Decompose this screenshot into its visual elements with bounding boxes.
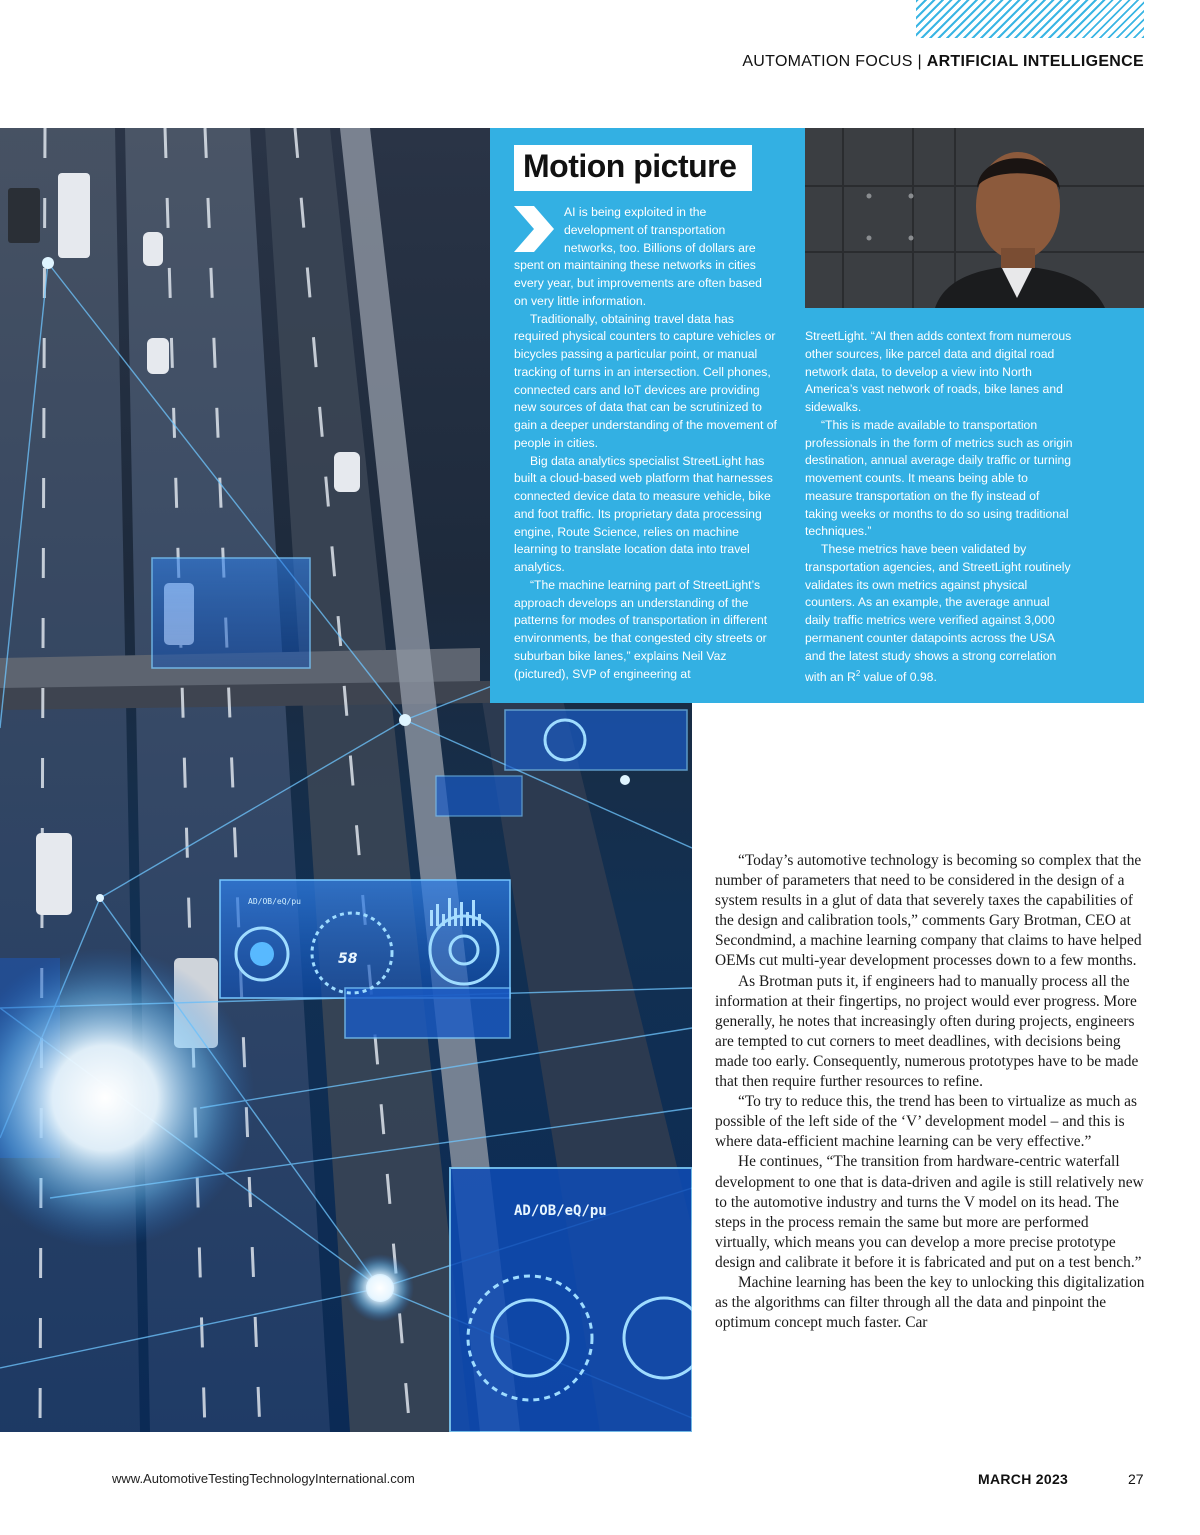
section-topic: ARTIFICIAL INTELLIGENCE: [926, 53, 1144, 70]
body-paragraph: Machine learning has been the key to unlocking this digitalization as the algorithms can filter through all the data and pinpoint the optimum concept much faster. Car: [715, 1273, 1145, 1332]
sidebar-paragraph: Traditionally, obtaining travel data has required physical counters to capture vehicles or bicycles passing a particular point, or manual tracking of turns in an intersection. Cell phones, connected cars and IoT devices are providing new sources of data that can be scrutinized to gain a deeper understanding of the movement of people in cities.: [514, 311, 777, 450]
sidebar-left-column: [514, 204, 778, 683]
chevron-right-icon: [514, 206, 558, 252]
sidebar-paragraph: “The machine learning part of StreetLight’s approach develops an understanding of the patterns for modes of transportation in different environments, be that congested city streets or suburban bike lanes,” explains Neil Vaz (pictured), SVP of engineering at: [514, 577, 768, 681]
footer-website-url: www.AutomotiveTestingTechnologyInternational.com: [112, 1471, 415, 1486]
body-paragraph: “Today’s automotive technology is becoming so complex that the number of parameters that need to be considered in the design of a system results in a glut of data that severely taxes the capabilities of the design and calibration tools,” comments Gary Brotman, CEO at Secondmind, a machine learning company that claims to have helped OEMs cut multi-year development processes down to a few months.: [715, 852, 1142, 970]
body-paragraph: As Brotman puts it, if engineers had to manually process all the information at their fingertips, no project would ever progress. More generally, he notes that increasingly often during projects, engineers are tempted to cut corners to meet deadlines, with decisions being made too early. Consequently, numerous prototypes have to be made that then require further resources to refine.: [715, 972, 1139, 1091]
sidebar-paragraph: “This is made available to transportation professionals in the form of metrics such as origin destination, annual average daily traffic or turning movement counts. It means being able to measure transportation on the fly instead of taking weeks or months to do so using traditional techniques.”: [805, 417, 1073, 539]
sidebar-paragraph: Big data analytics specialist StreetLight has built a cloud-based web platform that harnesses connected device data to measure vehicle, bike and foot traffic. Its proprietary data processing engine, Route Science, relies on machine learning to translate location data into travel analytics.: [514, 453, 773, 574]
body-paragraph: “To try to reduce this, the trend has been to virtualize as much as possible of the left side of the ‘V’ development model – and this is where data-efficient machine learning can be very effective.”: [715, 1093, 1137, 1151]
small-panel-code: AD/OB/eQ/pu: [248, 897, 301, 906]
footer-issue-date: MARCH 2023: [978, 1471, 1069, 1487]
r2-value-text: value of 0.98.: [860, 670, 937, 685]
sidebar-paragraph: AI is being exploited in the development of transportation networks, too. Billions of dollars are spent on maintaining these networks in cities every year, but improvements are often based on very little information.: [514, 205, 762, 308]
page-number: 27: [1128, 1471, 1144, 1487]
large-panel-code: AD/OB/eQ/pu: [514, 1203, 607, 1219]
section-label: AUTOMATION FOCUS: [742, 53, 913, 70]
sidebar-paragraph-last: [805, 541, 1075, 687]
decorative-hatch-bar: [916, 0, 1144, 38]
sidebar-paragraph: StreetLight. “AI then adds context from numerous other sources, like parcel data and digital road network data, to develop a view into North America’s vast network of roads, bike lanes and sidewalks.: [805, 329, 1072, 414]
article-body: [715, 851, 1145, 1333]
header-separator: |: [912, 53, 927, 70]
body-paragraph: He continues, “The transition from hardware-centric waterfall development to one that is data-driven and agile is still relatively new to the automotive industry and turns the V model on its head. The steps in the process remain the same but more are performed virtually, which means you can develop a more precise prototype design and calibrate it before it is fabricated and put on a test bench.”: [715, 1153, 1144, 1271]
r2-superscript: 2: [855, 669, 861, 679]
sidebar-paragraph-text: These metrics have been validated by transportation agencies, and StreetLight routinely validates its own metrics against physical counters. As an example, the average annual daily traffic metrics were verified against 3,000 permanent counter datapoints across the USA and the latest study shows a strong correlation with an R: [805, 542, 1071, 685]
sidebar-right-column: [805, 328, 1075, 687]
portrait-photo: [805, 128, 1144, 308]
speed-readout: 58: [338, 951, 358, 967]
section-header: [742, 53, 1144, 71]
sidebar-title: Motion picture: [514, 145, 752, 191]
